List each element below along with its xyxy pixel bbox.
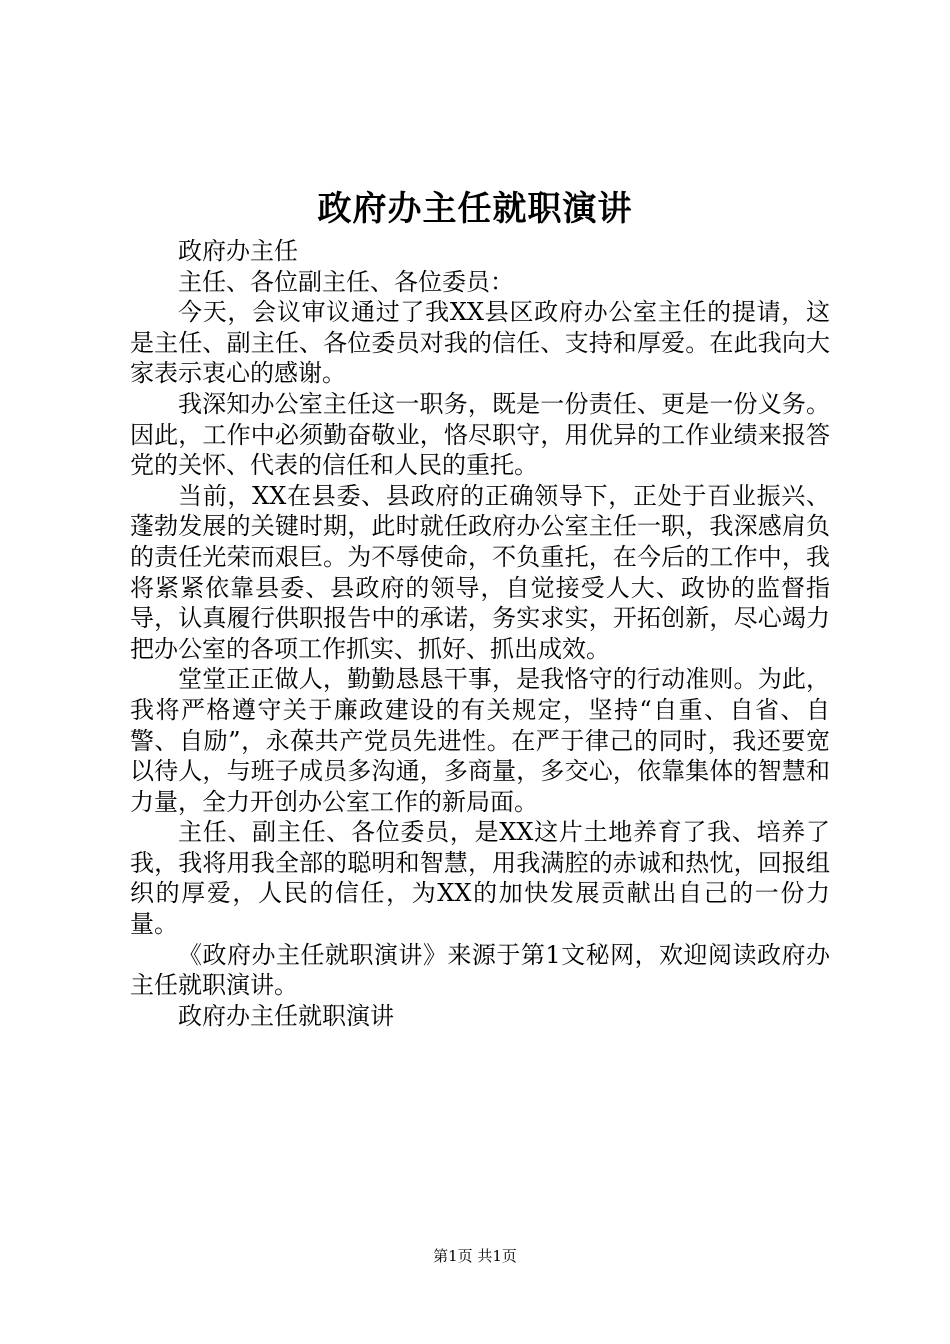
- document-body: [130, 236, 830, 1031]
- paragraph-closing-title: 政府办主任就职演讲: [178, 1001, 394, 1030]
- paragraph-salutation: 主任、各位副主任、各位委员：: [178, 267, 514, 296]
- page-footer: 第1页 共1页: [433, 1247, 517, 1265]
- paragraph: 当前，XX在县委、县政府的正确领导下，正处于百业振兴、蓬勃发展的关键时期，此时就任政府办公室主任一职，我深感肩负的责任光荣而艰巨。为不辱使命，不负重托，在今后的工作中，我将紧紧依靠县委、县政府的领导，自觉接受人大、政协的监督指导，认真履行供职报告中的承诺，务实求实，开拓创新，尽心竭力把办公室的各项工作抓实、抓好、抓出成效。: [130, 481, 830, 663]
- paragraph-heading: 政府办主任: [178, 237, 298, 265]
- paragraph: 今天，会议审议通过了我XX县区政府办公室主任的提请，这是主任、副主任、各位委员对我的信任、支持和厚爱。在此我向大家表示衷心的感谢。: [130, 298, 830, 388]
- paragraph: 堂堂正正做人，勤勤恳恳干事，是我恪守的行动准则。为此，我将严格遵守关于廉政建设的有关规定，坚持“自重、自省、自警、自励”，永葆共产党员先进性。在严于律己的同时，我还要宽以待人，与班子成员多沟通，多商量，多交心，依靠集体的智慧和力量，全力开创办公室工作的新局面。: [130, 665, 830, 816]
- paragraph: 主任、副主任、各位委员，是XX这片土地养育了我、培养了我，我将用我全部的聪明和智慧，用我满腔的赤诚和热忱，回报组织的厚爱，人民的信任，为XX的加快发展贡献出自己的一份力量。: [130, 818, 830, 939]
- paragraph-source-note: 《政府办主任就职演讲》来源于第1文秘网，欢迎阅读政府办主任就职演讲。: [130, 940, 830, 1000]
- document-title: 政府办主任就职演讲: [317, 189, 633, 229]
- paragraph: 我深知办公室主任这一职务，既是一份责任、更是一份义务。因此，工作中必须勤奋敬业，恪尽职守，用优异的工作业绩来报答党的关怀、代表的信任和人民的重托。: [130, 389, 830, 480]
